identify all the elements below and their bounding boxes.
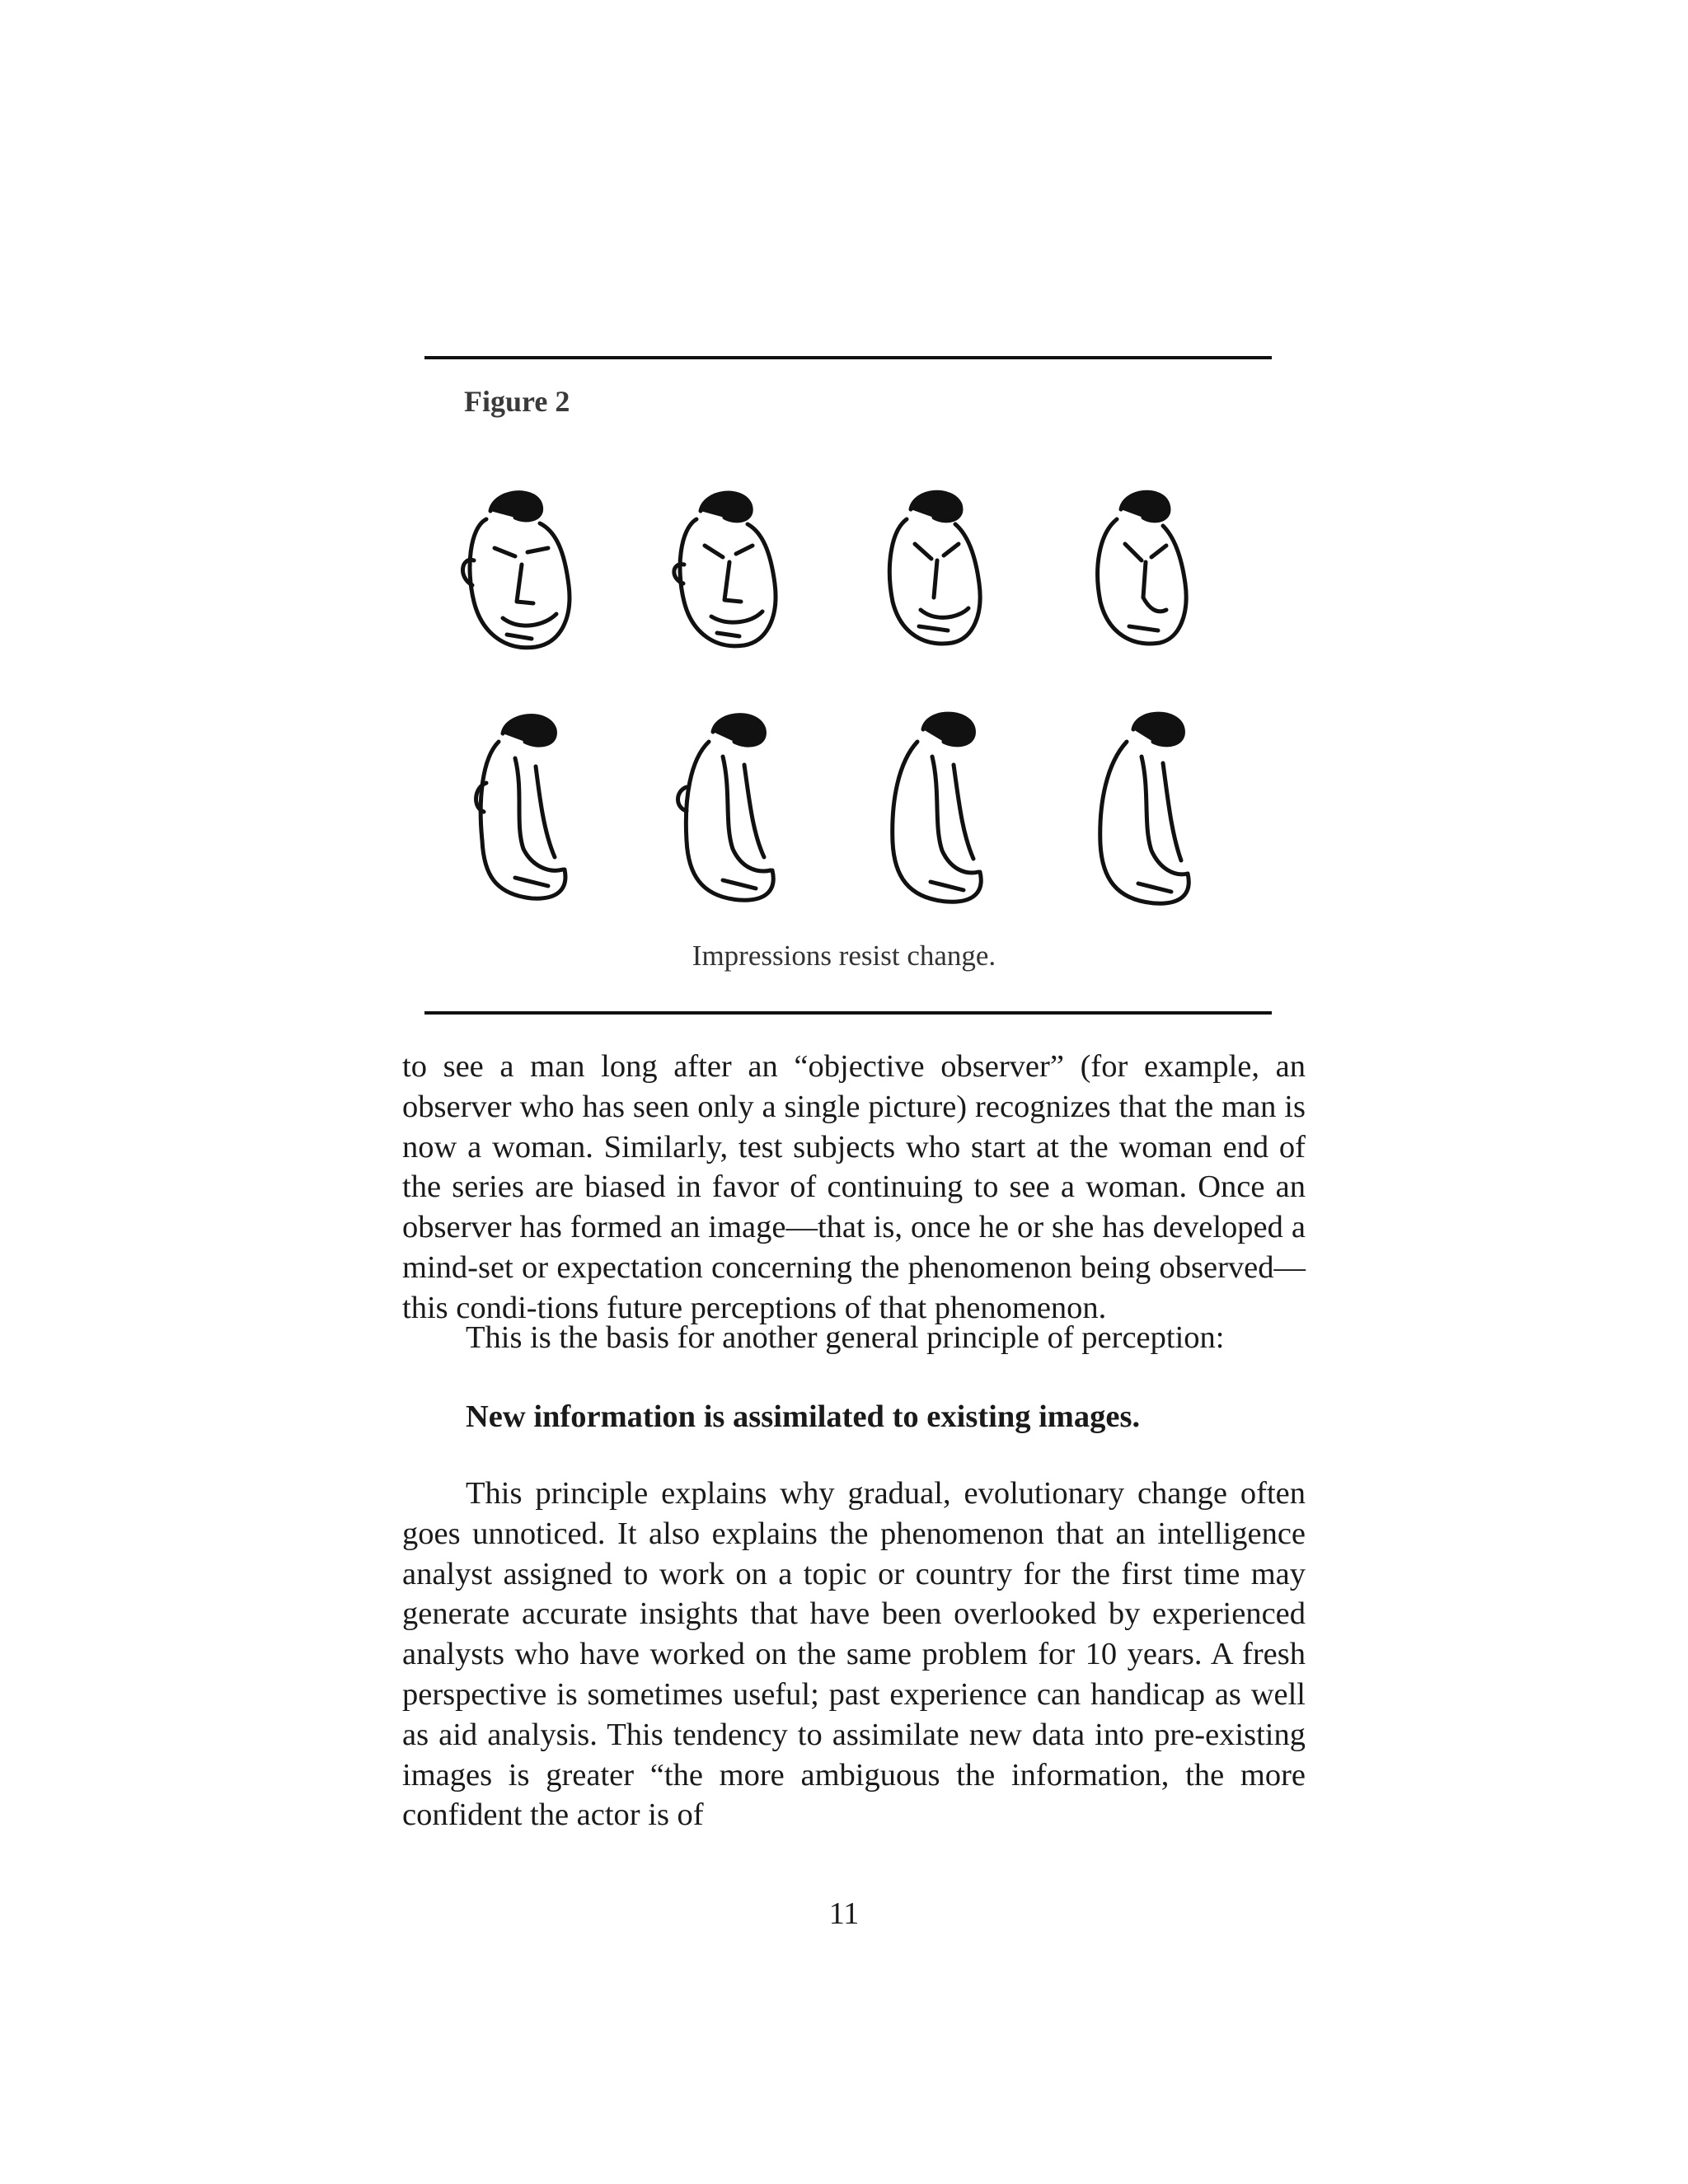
figure-top-rule [424,356,1272,359]
body-paragraph-2 [402,1318,1306,1358]
figure-panel-3 [889,492,980,644]
paragraph-2-text: This is the basis for another general principle of perception: [466,1320,1225,1355]
figure-label: Figure 2 [464,385,570,418]
principle-statement: New information is assimilated to existing images. [466,1399,1141,1434]
figure-caption: Impressions resist change. [692,940,996,972]
figure-panel-2 [674,493,776,646]
figure-panel-1 [462,493,569,648]
figure-panel-5 [476,716,565,899]
figure-panel-4 [1098,492,1187,644]
figure-bottom-rule [424,1011,1272,1015]
body-paragraph-3 [402,1474,1306,1835]
paragraph-1-text: to see a man long after an “objective observer” (for example, an observer who has seen only a single picture) recognizes that the man is now a woman. Similarly, test subjects who start at the woman end of the series are biased in favor of continuing to see a woman. Once an observer has formed an image—that is, once he or she has developed a mind-set or expectation concerning the phenomenon being observed—this condi-tions future perceptions of that phenomenon. [402,1049,1306,1325]
figure-panel-6 [678,715,774,901]
figure-panel-7 [893,714,982,902]
figure-panel-8 [1100,714,1189,903]
body-paragraph-1 [402,1047,1306,1329]
figure-illustration [445,470,1253,915]
page-number: 11 [828,1896,860,1931]
paragraph-3-text: This principle explains why gradual, evolutionary change often goes unnoticed. It also explains the phenomenon that an intelligence analyst assigned to work on a topic or country for the first time may generate accurate insights that have been overlooked by experienced analysts who have worked on the same problem for 10 years. A fresh perspective is sometimes useful; past experience can handicap as well as aid analysis. This tendency to assimilate new data into pre-existing images is greater “the more ambiguous the information, the more confident the actor is of [402,1476,1306,1833]
